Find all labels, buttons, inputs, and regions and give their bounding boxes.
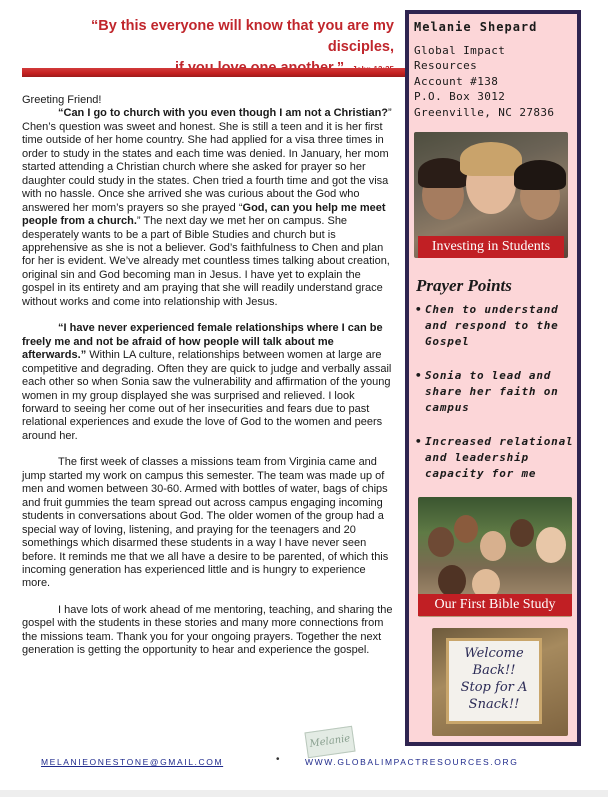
footer-website-link[interactable]: WWW.GLOBALIMPACTRESOURCES.ORG — [305, 757, 519, 767]
photo-caption-students: Investing in Students — [418, 236, 564, 258]
paragraph-text: Within LA culture, relationships between women at large are competitive and degrading. Often they are quick to judge and verbally assail each other so when Sonia saw the vulnerability and affirmation of the young women in my group displayed she was surprised and relieved. I look forward to seeing her come out of her insecurities and fears due to past relational experiences and exude the love of God to the women and peers around her. — [22, 349, 392, 442]
letter-body — [22, 94, 394, 658]
mailing-address — [414, 20, 574, 121]
bold-quote: “Can I go to church with you even though I am not a Christian? — [58, 107, 389, 120]
prayer-points-list — [415, 302, 577, 500]
photo-caption-bible-study: Our First Bible Study — [418, 594, 572, 616]
board-line: Stop for A — [460, 680, 528, 695]
quote-line-1: “By this everyone will know that you are my disciples, — [91, 18, 394, 55]
paragraph-text: The first week of classes a missions team from Virginia came and jump started my work on campus this semester. The team was made up of men and women between 30-60. Armed with bottles of water, bags of chips and fruit gummies the team spread out across campus engaging incoming students in conversations about God. The older women of the group had a special way of loving, listening, and praying for the teenagers and 20 somethings which disarmed these students in a way I have never seen before. It reminds me that we all have a desire to be parented, of which this incoming generation has experienced little and is hungry to experience more. — [22, 456, 389, 590]
paragraph-text: I have lots of work ahead of me mentoring, teaching, and sharing the gospel with the students in these stories and many more connections from the missions team. Thank you for your ongoing prayers. Together the next generation is getting the opportunity to hear and experience the gospel. — [22, 603, 393, 657]
header-red-bar — [22, 68, 405, 77]
letter-paragraph — [22, 456, 394, 591]
prayer-point: • Sonia to lead and share her faith on campus — [415, 369, 559, 414]
prayer-point: • Increased relational and leadership capacity for me — [415, 435, 574, 480]
letter-paragraph — [22, 604, 394, 658]
page-bottom-strip — [0, 790, 608, 797]
address-line: Account #138 — [414, 74, 499, 88]
board-line: Welcome — [464, 646, 524, 661]
address-line: Resources — [414, 59, 478, 73]
letter-paragraph — [22, 107, 394, 309]
address-line: Greenville, NC 27836 — [414, 105, 555, 119]
bold-quote: “I have never experienced female relationships where I can be freely me and not be afraid of how people will talk about me afterwards.” — [22, 322, 383, 362]
footer-email-link[interactable]: MELANIEONESTONE@GMAIL.COM — [41, 757, 224, 767]
paragraph-text: ” The next day we met her on campus. She desperately wants to be a part of Bible Studies and church but is apprehensive as she is not a believer. God’s faithfulness to Chen and plan for her is evident. We’ve already met countless times talking about creation, original sin and God becoming man in Jesus. I have yet to explain the gospel in its entirety and am praying that she will readily understand grace without works and come into relationship with Jesus. — [22, 215, 390, 308]
board-line: Back!! — [472, 663, 516, 678]
paragraph-text: ” Chen’s question was sweet and honest. She is still a teen and it is her first time outside of her home country. She had applied for a visa three times in order to study in the states and each time was denied. In January, her mom started attending a Christian church where she asked for prayer so her daughter could study in the states. Chen tried a fourth time and got the visa with no hassle. Once she arrived she was curious about the God who answered her mom’s prayers so she prayed “ — [22, 107, 392, 214]
signature-stamp: Melanie — [304, 726, 355, 758]
prayer-point: • Chen to understand and respond to the Gospel — [415, 303, 559, 348]
prayer-points-title: Prayer Points — [416, 276, 512, 295]
missionary-name: Melanie Shepard — [414, 20, 538, 34]
welcome-board — [446, 638, 542, 724]
letter-greeting: Greeting Friend! — [22, 94, 102, 106]
footer-separator: • — [276, 754, 282, 765]
address-line: Global Impact — [414, 43, 506, 57]
letter-paragraph — [22, 322, 394, 443]
bold-quote: God, can you help me meet people from a church. — [22, 201, 386, 228]
address-line: P.O. Box 3012 — [414, 90, 506, 104]
board-line: Snack!! — [468, 697, 520, 712]
